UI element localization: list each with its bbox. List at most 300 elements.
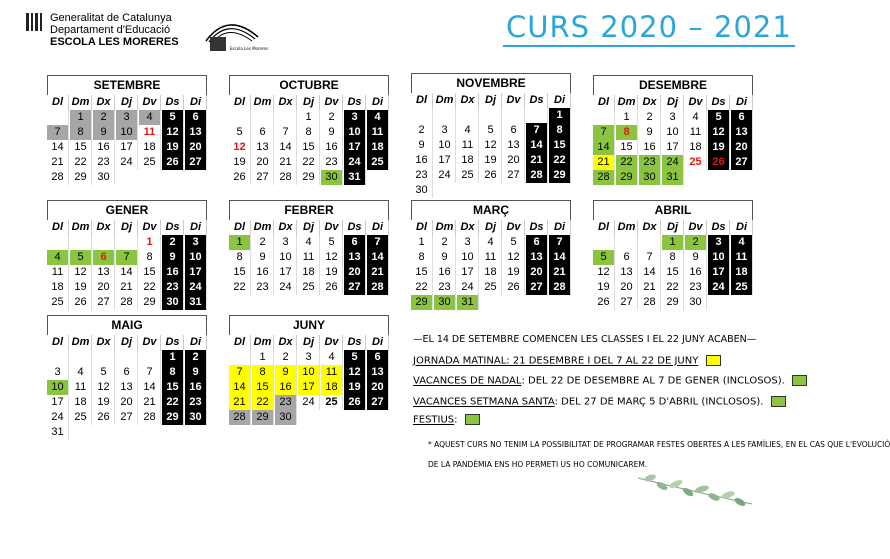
calendar-day: 27 bbox=[185, 155, 207, 170]
empty-day bbox=[229, 110, 251, 125]
weekday-header: Di bbox=[185, 220, 207, 235]
calendar-day: 11 bbox=[47, 265, 69, 280]
calendar-day: 22 bbox=[70, 155, 92, 170]
empty-day bbox=[639, 235, 661, 250]
calendar-day: 1 bbox=[252, 350, 274, 365]
calendar-day: 17 bbox=[708, 265, 730, 280]
calendar-day: 20 bbox=[731, 140, 753, 155]
calendar-day: 10 bbox=[47, 380, 69, 395]
calendar-day: 17 bbox=[47, 395, 69, 410]
calendar-day: 13 bbox=[731, 125, 753, 140]
calendar-day: 18 bbox=[70, 395, 92, 410]
green-swatch bbox=[771, 396, 786, 407]
calendar-day: 7 bbox=[229, 365, 251, 380]
calendar-day: 2 bbox=[321, 110, 343, 125]
calendar-day: 12 bbox=[93, 380, 115, 395]
weekday-header: Dv bbox=[321, 95, 343, 110]
calendar-day: 9 bbox=[93, 125, 115, 140]
calendar-day: 24 bbox=[298, 395, 320, 410]
weekday-header: Dj bbox=[298, 335, 320, 350]
weekday-header: Dj bbox=[480, 220, 502, 235]
calendar-day: 5 bbox=[162, 110, 184, 125]
calendar-day: 29 bbox=[139, 295, 161, 310]
calendar-day: 15 bbox=[70, 140, 92, 155]
weekday-header: Di bbox=[367, 220, 389, 235]
calendar-day: 30 bbox=[185, 410, 207, 425]
calendar-day: 29 bbox=[662, 295, 684, 310]
festius-label: FESTIUS bbox=[413, 414, 455, 426]
empty-day bbox=[229, 350, 251, 365]
calendar-day: 10 bbox=[275, 250, 297, 265]
month-abril bbox=[593, 200, 753, 310]
calendar-day: 29 bbox=[70, 170, 92, 185]
calendar-day: 5 bbox=[93, 365, 115, 380]
calendar-day: 14 bbox=[116, 265, 138, 280]
leaves-decoration bbox=[636, 470, 754, 508]
calendar-day: 16 bbox=[185, 380, 207, 395]
calendar-day: 3 bbox=[185, 235, 207, 250]
calendar-day: 18 bbox=[685, 140, 707, 155]
calendar-day: 6 bbox=[185, 110, 207, 125]
calendar-day: 15 bbox=[162, 380, 184, 395]
calendar-day: 14 bbox=[367, 250, 389, 265]
calendar-day: 7 bbox=[367, 235, 389, 250]
calendar-day: 28 bbox=[639, 295, 661, 310]
month-maig bbox=[47, 315, 207, 440]
calendar-day: 14 bbox=[549, 250, 571, 265]
weekday-header: Dx bbox=[93, 95, 115, 110]
calendar-day: 8 bbox=[411, 250, 433, 265]
calendar-day: 19 bbox=[70, 280, 92, 295]
weekday-header: Dl bbox=[411, 93, 433, 108]
legend-setmana-santa bbox=[413, 396, 786, 408]
calendar-day: 13 bbox=[93, 265, 115, 280]
weekday-header: Dj bbox=[480, 93, 502, 108]
weekday-header: Dx bbox=[275, 220, 297, 235]
calendar-day: 31 bbox=[185, 295, 207, 310]
weekday-header: Dx bbox=[639, 95, 661, 110]
calendar-day: 12 bbox=[480, 138, 502, 153]
calendar-day: 8 bbox=[70, 125, 92, 140]
calendar-day: 25 bbox=[321, 395, 343, 410]
calendar-day: 9 bbox=[411, 138, 433, 153]
calendar-day: 29 bbox=[298, 170, 320, 185]
calendar-day: 3 bbox=[434, 123, 456, 138]
month-title: JUNY bbox=[229, 315, 389, 335]
calendar-day: 18 bbox=[47, 280, 69, 295]
empty-day bbox=[47, 350, 69, 365]
calendar-day: 20 bbox=[526, 265, 548, 280]
weekday-header: Dv bbox=[685, 220, 707, 235]
calendar-day: 11 bbox=[367, 125, 389, 140]
calendar-day: 16 bbox=[93, 140, 115, 155]
calendar-day: 26 bbox=[93, 410, 115, 425]
calendar-day: 3 bbox=[275, 235, 297, 250]
calendar-day: 27 bbox=[344, 280, 366, 295]
calendar-day: 3 bbox=[116, 110, 138, 125]
weekday-header: Dl bbox=[47, 220, 69, 235]
calendar-day: 23 bbox=[275, 395, 297, 410]
calendar-day: 19 bbox=[93, 395, 115, 410]
calendar-day: 22 bbox=[298, 155, 320, 170]
weekday-header: Dx bbox=[457, 93, 479, 108]
weekday-header: Dl bbox=[229, 220, 251, 235]
calendar-day: 13 bbox=[252, 140, 274, 155]
calendar-day: 19 bbox=[708, 140, 730, 155]
calendar-day: 4 bbox=[139, 110, 161, 125]
calendar-day: 29 bbox=[162, 410, 184, 425]
calendar-day: 4 bbox=[47, 250, 69, 265]
weekday-header: Dv bbox=[139, 335, 161, 350]
calendar-day: 20 bbox=[344, 265, 366, 280]
calendar-day: 1 bbox=[549, 108, 571, 123]
calendar-day: 1 bbox=[616, 110, 638, 125]
weekday-header: Ds bbox=[162, 335, 184, 350]
calendar-day: 17 bbox=[275, 265, 297, 280]
calendar-day: 9 bbox=[639, 125, 661, 140]
calendar-day: 7 bbox=[639, 250, 661, 265]
weekday-header: Dl bbox=[593, 95, 615, 110]
calendar-day: 8 bbox=[549, 123, 571, 138]
calendar-day: 13 bbox=[116, 380, 138, 395]
month-title: NOVEMBRE bbox=[411, 73, 571, 93]
weekday-header: Dx bbox=[275, 95, 297, 110]
calendar-day: 7 bbox=[47, 125, 69, 140]
calendar-day: 27 bbox=[503, 168, 525, 183]
calendar-day: 13 bbox=[185, 125, 207, 140]
green-swatch bbox=[465, 414, 480, 425]
calendar-day: 9 bbox=[685, 250, 707, 265]
calendar-day: 20 bbox=[503, 153, 525, 168]
org-line-1: Generalitat de Catalunya bbox=[50, 12, 172, 24]
empty-day bbox=[116, 235, 138, 250]
calendar-day: 7 bbox=[549, 235, 571, 250]
calendar-day: 3 bbox=[298, 350, 320, 365]
weekday-header: Ds bbox=[162, 220, 184, 235]
weekday-header: Dx bbox=[457, 220, 479, 235]
calendar-day: 26 bbox=[162, 155, 184, 170]
calendar-day: 18 bbox=[298, 265, 320, 280]
weekday-header: Dv bbox=[139, 220, 161, 235]
calendar-day: 15 bbox=[549, 138, 571, 153]
empty-day bbox=[503, 108, 525, 123]
calendar-day: 20 bbox=[616, 280, 638, 295]
weekday-header: Ds bbox=[344, 220, 366, 235]
weekday-header: Dm bbox=[252, 335, 274, 350]
calendar-day: 1 bbox=[70, 110, 92, 125]
weekday-header: Dj bbox=[662, 220, 684, 235]
calendar-day: 6 bbox=[252, 125, 274, 140]
calendar-day: 30 bbox=[685, 295, 707, 310]
month-title: SETEMBRE bbox=[47, 75, 207, 95]
calendar-day: 23 bbox=[252, 280, 274, 295]
calendar-day: 28 bbox=[526, 168, 548, 183]
calendar-day: 6 bbox=[731, 110, 753, 125]
weekday-header: Dj bbox=[116, 95, 138, 110]
calendar-day: 28 bbox=[139, 410, 161, 425]
weekday-header: Dv bbox=[503, 220, 525, 235]
calendar-day: 9 bbox=[252, 250, 274, 265]
calendar-day: 23 bbox=[93, 155, 115, 170]
calendar-day: 16 bbox=[639, 140, 661, 155]
calendar-day: 3 bbox=[708, 235, 730, 250]
calendar-day: 21 bbox=[526, 153, 548, 168]
page-title: CURS 2020 – 2021 bbox=[503, 10, 795, 47]
empty-day bbox=[47, 235, 69, 250]
calendar-day: 2 bbox=[275, 350, 297, 365]
calendar-day: 23 bbox=[162, 280, 184, 295]
weekday-header: Di bbox=[549, 220, 571, 235]
calendar-day: 3 bbox=[47, 365, 69, 380]
calendar-day: 10 bbox=[185, 250, 207, 265]
weekday-header: Di bbox=[731, 220, 753, 235]
calendar-day: 16 bbox=[162, 265, 184, 280]
weekday-header: Ds bbox=[162, 95, 184, 110]
weekday-header: Dj bbox=[116, 220, 138, 235]
weekday-header: Dl bbox=[411, 220, 433, 235]
calendar-day: 4 bbox=[321, 350, 343, 365]
calendar-day: 12 bbox=[503, 250, 525, 265]
calendar-day: 5 bbox=[503, 235, 525, 250]
empty-day bbox=[93, 350, 115, 365]
calendar-day: 25 bbox=[731, 280, 753, 295]
calendar-day: 19 bbox=[321, 265, 343, 280]
calendar-day: 28 bbox=[593, 170, 615, 185]
calendar-day: 11 bbox=[298, 250, 320, 265]
weekday-header: Dj bbox=[298, 220, 320, 235]
calendar-day: 20 bbox=[93, 280, 115, 295]
calendar-day: 11 bbox=[685, 125, 707, 140]
weekday-header: Ds bbox=[344, 95, 366, 110]
calendar-day: 15 bbox=[229, 265, 251, 280]
calendar-day: 20 bbox=[367, 380, 389, 395]
weekday-header: Ds bbox=[344, 335, 366, 350]
calendar-day: 7 bbox=[116, 250, 138, 265]
weekday-header: Dx bbox=[639, 220, 661, 235]
calendar-day: 11 bbox=[457, 138, 479, 153]
empty-day bbox=[70, 235, 92, 250]
calendar-day: 17 bbox=[298, 380, 320, 395]
month-title: OCTUBRE bbox=[229, 75, 389, 95]
empty-day bbox=[593, 235, 615, 250]
calendar-day: 7 bbox=[526, 123, 548, 138]
calendar-day: 1 bbox=[411, 235, 433, 250]
empty-day bbox=[480, 108, 502, 123]
calendar-day: 12 bbox=[70, 265, 92, 280]
calendar-day: 6 bbox=[344, 235, 366, 250]
calendar-day: 21 bbox=[367, 265, 389, 280]
legend-jornada bbox=[413, 355, 721, 367]
calendar-day: 16 bbox=[252, 265, 274, 280]
calendar-day: 10 bbox=[662, 125, 684, 140]
calendar-day: 22 bbox=[662, 280, 684, 295]
weekday-header: Dv bbox=[321, 335, 343, 350]
weekday-header: Dm bbox=[616, 220, 638, 235]
calendar-day: 18 bbox=[457, 153, 479, 168]
calendar-day: 2 bbox=[411, 123, 433, 138]
school-logo-caption: Escola Les Moreres bbox=[230, 46, 269, 51]
calendar-day: 11 bbox=[70, 380, 92, 395]
calendar-day: 30 bbox=[639, 170, 661, 185]
weekday-header: Dl bbox=[229, 335, 251, 350]
calendar-day: 3 bbox=[457, 235, 479, 250]
calendar-day: 26 bbox=[593, 295, 615, 310]
weekday-header: Dv bbox=[321, 220, 343, 235]
weekday-header: Dj bbox=[116, 335, 138, 350]
calendar-day: 6 bbox=[367, 350, 389, 365]
calendar-day: 17 bbox=[662, 140, 684, 155]
calendar-day: 14 bbox=[139, 380, 161, 395]
calendar-day: 26 bbox=[344, 395, 366, 410]
weekday-header: Di bbox=[185, 95, 207, 110]
calendar-day: 17 bbox=[344, 140, 366, 155]
weekday-header: Dv bbox=[503, 93, 525, 108]
calendar-day: 13 bbox=[344, 250, 366, 265]
month-marc bbox=[411, 200, 571, 310]
weekday-header: Ds bbox=[526, 93, 548, 108]
calendar-day: 16 bbox=[434, 265, 456, 280]
santa-text: : DEL 27 DE MARÇ 5 D'ABRIL (INCLOSOS). bbox=[554, 396, 764, 408]
calendar-day: 22 bbox=[616, 155, 638, 170]
calendar-day: 2 bbox=[185, 350, 207, 365]
weekday-header: Di bbox=[549, 93, 571, 108]
weekday-header: Dm bbox=[70, 95, 92, 110]
weekday-header: Dm bbox=[70, 335, 92, 350]
calendar-day: 24 bbox=[47, 410, 69, 425]
calendar-day: 27 bbox=[93, 295, 115, 310]
calendar-day: 17 bbox=[116, 140, 138, 155]
calendar-day: 21 bbox=[593, 155, 615, 170]
calendar-day: 5 bbox=[70, 250, 92, 265]
calendar-day: 22 bbox=[411, 280, 433, 295]
calendar-day: 28 bbox=[47, 170, 69, 185]
calendar-day: 27 bbox=[526, 280, 548, 295]
calendar-day: 28 bbox=[549, 280, 571, 295]
calendar-day: 28 bbox=[229, 410, 251, 425]
calendar-day: 15 bbox=[662, 265, 684, 280]
calendar-day: 14 bbox=[275, 140, 297, 155]
calendar-day: 10 bbox=[344, 125, 366, 140]
calendar-day: 29 bbox=[616, 170, 638, 185]
calendar-day: 30 bbox=[162, 295, 184, 310]
calendar-day: 11 bbox=[480, 250, 502, 265]
calendar-day: 12 bbox=[708, 125, 730, 140]
calendar-day: 1 bbox=[662, 235, 684, 250]
empty-day bbox=[47, 110, 69, 125]
calendar-day: 15 bbox=[616, 140, 638, 155]
weekday-header: Dm bbox=[434, 93, 456, 108]
calendar-day: 18 bbox=[731, 265, 753, 280]
calendar-day: 6 bbox=[526, 235, 548, 250]
generalitat-logo bbox=[26, 13, 42, 39]
empty-day bbox=[434, 108, 456, 123]
calendar-day: 8 bbox=[616, 125, 638, 140]
empty-day bbox=[116, 350, 138, 365]
calendar-day: 2 bbox=[434, 235, 456, 250]
calendar-day: 8 bbox=[139, 250, 161, 265]
empty-day bbox=[139, 350, 161, 365]
calendar-day: 5 bbox=[593, 250, 615, 265]
weekday-header: Dl bbox=[47, 95, 69, 110]
jornada-text: : 21 DESEMBRE I DEL 7 AL 22 DE JUNY bbox=[506, 355, 699, 367]
calendar-day: 14 bbox=[639, 265, 661, 280]
calendar-day: 23 bbox=[321, 155, 343, 170]
calendar-day: 9 bbox=[434, 250, 456, 265]
calendar-day: 10 bbox=[708, 250, 730, 265]
calendar-day: 28 bbox=[116, 295, 138, 310]
calendar-day: 15 bbox=[298, 140, 320, 155]
month-desembre bbox=[593, 75, 753, 185]
calendar-day: 25 bbox=[457, 168, 479, 183]
calendar-day: 22 bbox=[139, 280, 161, 295]
calendar-day: 24 bbox=[116, 155, 138, 170]
calendar-day: 14 bbox=[47, 140, 69, 155]
calendar-day: 20 bbox=[116, 395, 138, 410]
calendar-day: 29 bbox=[252, 410, 274, 425]
month-title: ABRIL bbox=[593, 200, 753, 220]
calendar-day: 20 bbox=[185, 140, 207, 155]
empty-day bbox=[93, 235, 115, 250]
weekday-header: Di bbox=[367, 335, 389, 350]
calendar-day: 14 bbox=[526, 138, 548, 153]
calendar-day: 23 bbox=[434, 280, 456, 295]
calendar-day: 26 bbox=[321, 280, 343, 295]
calendar-day: 21 bbox=[139, 395, 161, 410]
nadal-label: VACANCES DE NADAL bbox=[413, 375, 522, 387]
calendar-day: 13 bbox=[616, 265, 638, 280]
calendar-day: 4 bbox=[367, 110, 389, 125]
month-novembre bbox=[411, 73, 571, 198]
calendar-day: 13 bbox=[367, 365, 389, 380]
calendar-day: 16 bbox=[321, 140, 343, 155]
note-line-1: * AQUEST CURS NO TENIM LA POSSIBILITAT DE PROGRAMAR FESTES OBERTES A LES FAMÍLIES, EN EL CAS QUE L'EVOLUCIÓ bbox=[428, 440, 890, 449]
calendar-day: 12 bbox=[162, 125, 184, 140]
month-febrer bbox=[229, 200, 389, 295]
calendar-day: 25 bbox=[480, 280, 502, 295]
legend-festius bbox=[413, 414, 480, 426]
calendar-day: 13 bbox=[503, 138, 525, 153]
calendar-day: 17 bbox=[185, 265, 207, 280]
calendar-day: 7 bbox=[139, 365, 161, 380]
calendar-day: 30 bbox=[434, 295, 456, 310]
month-title: DESEMBRE bbox=[593, 75, 753, 95]
jornada-label: JORNADA MATINAL bbox=[413, 355, 507, 367]
weekday-header: Ds bbox=[526, 220, 548, 235]
calendar-day: 10 bbox=[116, 125, 138, 140]
calendar-day: 30 bbox=[411, 183, 433, 198]
calendar-day: 17 bbox=[457, 265, 479, 280]
calendar-day: 12 bbox=[344, 365, 366, 380]
calendar-day: 14 bbox=[593, 140, 615, 155]
calendar-day: 6 bbox=[116, 365, 138, 380]
calendar-day: 23 bbox=[685, 280, 707, 295]
weekday-header: Dm bbox=[616, 95, 638, 110]
legend-intro: —EL 14 DE SETEMBRE COMENCEN LES CLASSES I EL 22 JUNY ACABEN— bbox=[413, 334, 757, 345]
month-juny bbox=[229, 315, 389, 425]
weekday-header: Dl bbox=[229, 95, 251, 110]
nadal-text: : DEL 22 DE DESEMBRE AL 7 DE GENER (INCLOSOS). bbox=[521, 375, 785, 387]
weekday-header: Dv bbox=[685, 95, 707, 110]
month-setembre bbox=[47, 75, 207, 185]
calendar-day: 27 bbox=[731, 155, 753, 170]
empty-day bbox=[70, 350, 92, 365]
calendar-day: 25 bbox=[298, 280, 320, 295]
calendar-day: 13 bbox=[526, 250, 548, 265]
calendar-day: 24 bbox=[708, 280, 730, 295]
festius-text: : bbox=[454, 414, 458, 426]
calendar-day: 25 bbox=[70, 410, 92, 425]
calendar-day: 5 bbox=[708, 110, 730, 125]
